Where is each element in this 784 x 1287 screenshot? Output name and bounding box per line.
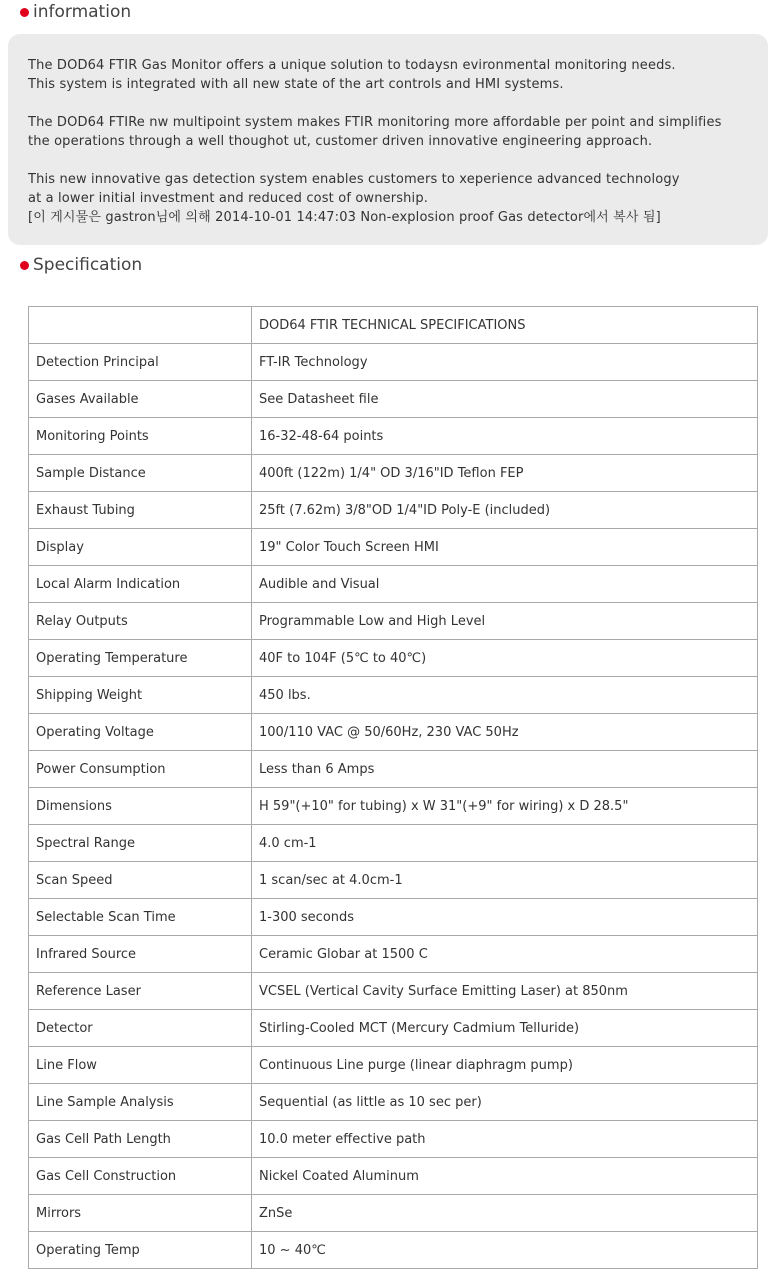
spec-value-cell: Less than 6 Amps bbox=[252, 751, 758, 788]
spec-value-cell: 40F to 104F (5℃ to 40℃) bbox=[252, 640, 758, 677]
spec-value-cell: See Datasheet file bbox=[252, 381, 758, 418]
spec-value-cell: 100/110 VAC @ 50/60Hz, 230 VAC 50Hz bbox=[252, 714, 758, 751]
bullet-dot-icon bbox=[20, 261, 29, 270]
header-cell-title: DOD64 FTIR TECHNICAL SPECIFICATIONS bbox=[252, 307, 758, 344]
spec-label-cell: Display bbox=[29, 529, 252, 566]
table-row bbox=[29, 1010, 758, 1047]
spec-label-cell: Operating Temperature bbox=[29, 640, 252, 677]
spec-value-cell: 1 scan/sec at 4.0cm-1 bbox=[252, 862, 758, 899]
table-row bbox=[29, 566, 758, 603]
spec-label-cell: Relay Outputs bbox=[29, 603, 252, 640]
spec-label-cell: Selectable Scan Time bbox=[29, 899, 252, 936]
specification-heading bbox=[20, 255, 142, 275]
table-row bbox=[29, 603, 758, 640]
spec-value-cell: Stirling-Cooled MCT (Mercury Cadmium Telluride) bbox=[252, 1010, 758, 1047]
spec-value-cell: 16-32-48-64 points bbox=[252, 418, 758, 455]
table-row bbox=[29, 640, 758, 677]
spec-label-cell: Gas Cell Path Length bbox=[29, 1121, 252, 1158]
table-row bbox=[29, 862, 758, 899]
spec-value-cell: Continuous Line purge (linear diaphragm pump) bbox=[252, 1047, 758, 1084]
table-row bbox=[29, 1195, 758, 1232]
specification-title: Specification bbox=[33, 255, 143, 275]
spec-value-cell: 4.0 cm-1 bbox=[252, 825, 758, 862]
spec-value-cell: 450 lbs. bbox=[252, 677, 758, 714]
table-row bbox=[29, 1047, 758, 1084]
table-row bbox=[29, 677, 758, 714]
spec-value-cell: FT-IR Technology bbox=[252, 344, 758, 381]
table-row bbox=[29, 714, 758, 751]
spec-label-cell: Reference Laser bbox=[29, 973, 252, 1010]
table-row bbox=[29, 751, 758, 788]
table-row bbox=[29, 1121, 758, 1158]
table-row bbox=[29, 1084, 758, 1121]
spec-label-cell: Scan Speed bbox=[29, 862, 252, 899]
spec-label-cell: Detection Principal bbox=[29, 344, 252, 381]
table-row bbox=[29, 418, 758, 455]
spec-label-cell: Infrared Source bbox=[29, 936, 252, 973]
table-row bbox=[29, 529, 758, 566]
spec-value-cell: Programmable Low and High Level bbox=[252, 603, 758, 640]
table-row bbox=[29, 381, 758, 418]
spec-value-cell: 19" Color Touch Screen HMI bbox=[252, 529, 758, 566]
specification-table bbox=[28, 306, 758, 1269]
table-row bbox=[29, 344, 758, 381]
spec-label-cell: Exhaust Tubing bbox=[29, 492, 252, 529]
spec-value-cell: Nickel Coated Aluminum bbox=[252, 1158, 758, 1195]
information-heading bbox=[20, 2, 131, 22]
spec-value-cell: H 59"(+10" for tubing) x W 31"(+9" for wiring) x D 28.5" bbox=[252, 788, 758, 825]
table-header-row bbox=[29, 307, 758, 344]
spec-label-cell: Operating Voltage bbox=[29, 714, 252, 751]
spec-label-cell: Power Consumption bbox=[29, 751, 252, 788]
table-row bbox=[29, 788, 758, 825]
table-row bbox=[29, 492, 758, 529]
spec-value-cell: 10 ~ 40℃ bbox=[252, 1232, 758, 1269]
spec-label-cell: Operating Temp bbox=[29, 1232, 252, 1269]
info-paragraph-2: The DOD64 FTIRe nw multipoint system makes FTIR monitoring more affordable per point and simplifies the operations through a well thoughot ut, customer driven innovative engineering approach. bbox=[28, 115, 722, 149]
spec-label-cell: Local Alarm Indication bbox=[29, 566, 252, 603]
info-paragraph-3: This new innovative gas detection system enables customers to xeperience advanced technology at a lower initial investment and reduced cost of ownership. [이 게시물은 gastron님에 의해 2014-10-01 14:47:03 Non-explosion proof Gas detector에서 복사 됨] bbox=[28, 172, 680, 225]
spec-label-cell: Detector bbox=[29, 1010, 252, 1047]
table-row bbox=[29, 899, 758, 936]
table-row bbox=[29, 936, 758, 973]
spec-value-cell: 1-300 seconds bbox=[252, 899, 758, 936]
spec-value-cell: ZnSe bbox=[252, 1195, 758, 1232]
spec-label-cell: Spectral Range bbox=[29, 825, 252, 862]
information-title: information bbox=[33, 2, 132, 22]
spec-value-cell: Sequential (as little as 10 sec per) bbox=[252, 1084, 758, 1121]
spec-value-cell: 25ft (7.62m) 3/8"OD 1/4"ID Poly-E (included) bbox=[252, 492, 758, 529]
spec-label-cell: Shipping Weight bbox=[29, 677, 252, 714]
spec-label-cell: Sample Distance bbox=[29, 455, 252, 492]
info-paragraph-1: The DOD64 FTIR Gas Monitor offers a unique solution to todaysn evironmental monitoring needs. This system is integrated with all new state of the art controls and HMI systems. bbox=[28, 58, 676, 92]
header-cell-label bbox=[29, 307, 252, 344]
spec-value-cell: 400ft (122m) 1/4" OD 3/16"ID Teflon FEP bbox=[252, 455, 758, 492]
spec-label-cell: Mirrors bbox=[29, 1195, 252, 1232]
spec-label-cell: Line Flow bbox=[29, 1047, 252, 1084]
table-row bbox=[29, 973, 758, 1010]
information-box bbox=[8, 34, 768, 245]
spec-label-cell: Gas Cell Construction bbox=[29, 1158, 252, 1195]
spec-label-cell: Gases Available bbox=[29, 381, 252, 418]
spec-label-cell: Dimensions bbox=[29, 788, 252, 825]
spec-label-cell: Monitoring Points bbox=[29, 418, 252, 455]
table-row bbox=[29, 455, 758, 492]
information-text bbox=[28, 56, 758, 227]
spec-value-cell: Audible and Visual bbox=[252, 566, 758, 603]
table-row bbox=[29, 825, 758, 862]
table-row bbox=[29, 1232, 758, 1269]
spec-value-cell: VCSEL (Vertical Cavity Surface Emitting Laser) at 850nm bbox=[252, 973, 758, 1010]
bullet-dot-icon bbox=[20, 8, 29, 17]
spec-label-cell: Line Sample Analysis bbox=[29, 1084, 252, 1121]
spec-value-cell: Ceramic Globar at 1500 C bbox=[252, 936, 758, 973]
spec-value-cell: 10.0 meter effective path bbox=[252, 1121, 758, 1158]
table-row bbox=[29, 1158, 758, 1195]
